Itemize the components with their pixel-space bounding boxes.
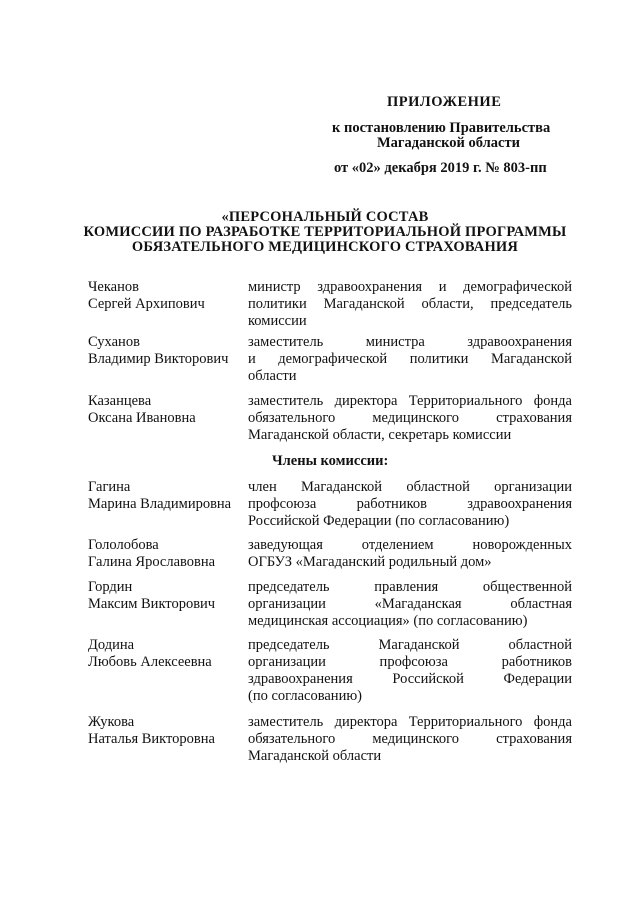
- role-line: здравоохранения Российской Федерации: [248, 671, 572, 687]
- role-line: обязательного медицинского страхования: [248, 410, 572, 426]
- person-name: [88, 279, 248, 313]
- person-surname: Додина: [88, 637, 135, 653]
- role-line: председатель правления общественной: [248, 579, 572, 595]
- role-line: заместитель директора Территориального фонда: [248, 393, 572, 409]
- heading-line-3: ОБЯЗАТЕЛЬНОГО МЕДИЦИНСКОГО СТРАХОВАНИЯ: [131, 239, 519, 255]
- person-role: [248, 279, 572, 330]
- person-role: [248, 714, 572, 765]
- person-name: [88, 579, 248, 613]
- members-heading: Члены комиссии:: [272, 453, 389, 469]
- person-given-name: Владимир Викторович: [88, 351, 229, 367]
- role-line: Магаданской области: [248, 748, 382, 764]
- person-given-name: Марина Владимировна: [88, 496, 232, 512]
- appendix-title: ПРИЛОЖЕНИЕ: [387, 94, 502, 110]
- role-line: организации «Магаданская областная: [248, 596, 572, 612]
- person-role: [248, 393, 572, 444]
- role-line: заместитель министра здравоохранения: [248, 334, 572, 350]
- person-given-name: Любовь Алексеевна: [88, 654, 212, 670]
- role-line: комиссии: [248, 313, 307, 329]
- role-line: политики Магаданской области, председатель: [248, 296, 572, 312]
- person-name: [88, 334, 248, 368]
- appendix-line-2: Магаданской области: [377, 135, 520, 151]
- person-name: [88, 637, 248, 671]
- person-given-name: Наталья Викторовна: [88, 731, 215, 747]
- person-surname: Жукова: [88, 714, 135, 730]
- appendix-date-number: от «02» декабря 2019 г. № 803-пп: [334, 160, 547, 176]
- person-given-name: Оксана Ивановна: [88, 410, 196, 426]
- role-line: и демографической политики Магаданской: [248, 351, 572, 367]
- person-role: [248, 637, 572, 705]
- role-line: медицинская ассоциация» (по согласованию): [248, 613, 528, 629]
- person-name: [88, 714, 248, 748]
- role-line: министр здравоохранения и демографической: [248, 279, 572, 295]
- person-surname: Гололобова: [88, 537, 159, 553]
- person-name: [88, 479, 248, 513]
- role-line: заведующая отделением новорожденных: [248, 537, 572, 553]
- person-surname: Чеканов: [88, 279, 139, 295]
- role-line: ОГБУЗ «Магаданский родильный дом»: [248, 554, 492, 570]
- appendix-line-1: к постановлению Правительства: [332, 120, 551, 136]
- role-line: председатель Магаданской областной: [248, 637, 572, 653]
- role-line: член Магаданской областной организации: [248, 479, 572, 495]
- person-role: [248, 537, 572, 571]
- role-line: Магаданской области, секретарь комиссии: [248, 427, 512, 443]
- person-role: [248, 579, 572, 630]
- person-surname: Гордин: [88, 579, 133, 595]
- person-name: [88, 537, 248, 571]
- role-line: Российской Федерации (по согласованию): [248, 513, 510, 529]
- person-name: [88, 393, 248, 427]
- person-given-name: Сергей Архипович: [88, 296, 205, 312]
- person-surname: Суханов: [88, 334, 140, 350]
- role-line: профсоюза работников здравоохранения: [248, 496, 572, 512]
- heading-line-2: КОМИССИИ ПО РАЗРАБОТКЕ ТЕРРИТОРИАЛЬНОЙ ПРОГРАММЫ: [83, 224, 567, 240]
- role-line: организации профсоюза работников: [248, 654, 572, 670]
- person-surname: Гагина: [88, 479, 131, 495]
- heading-line-1: «ПЕРСОНАЛЬНЫЙ СОСТАВ: [221, 209, 429, 225]
- role-line: обязательного медицинского страхования: [248, 731, 572, 747]
- person-surname: Казанцева: [88, 393, 152, 409]
- person-role: [248, 334, 572, 385]
- role-line: (по согласованию): [248, 688, 362, 704]
- role-line: области: [248, 368, 297, 384]
- person-role: [248, 479, 572, 530]
- person-given-name: Галина Ярославовна: [88, 554, 216, 570]
- role-line: заместитель директора Территориального фонда: [248, 714, 572, 730]
- person-given-name: Максим Викторович: [88, 596, 216, 612]
